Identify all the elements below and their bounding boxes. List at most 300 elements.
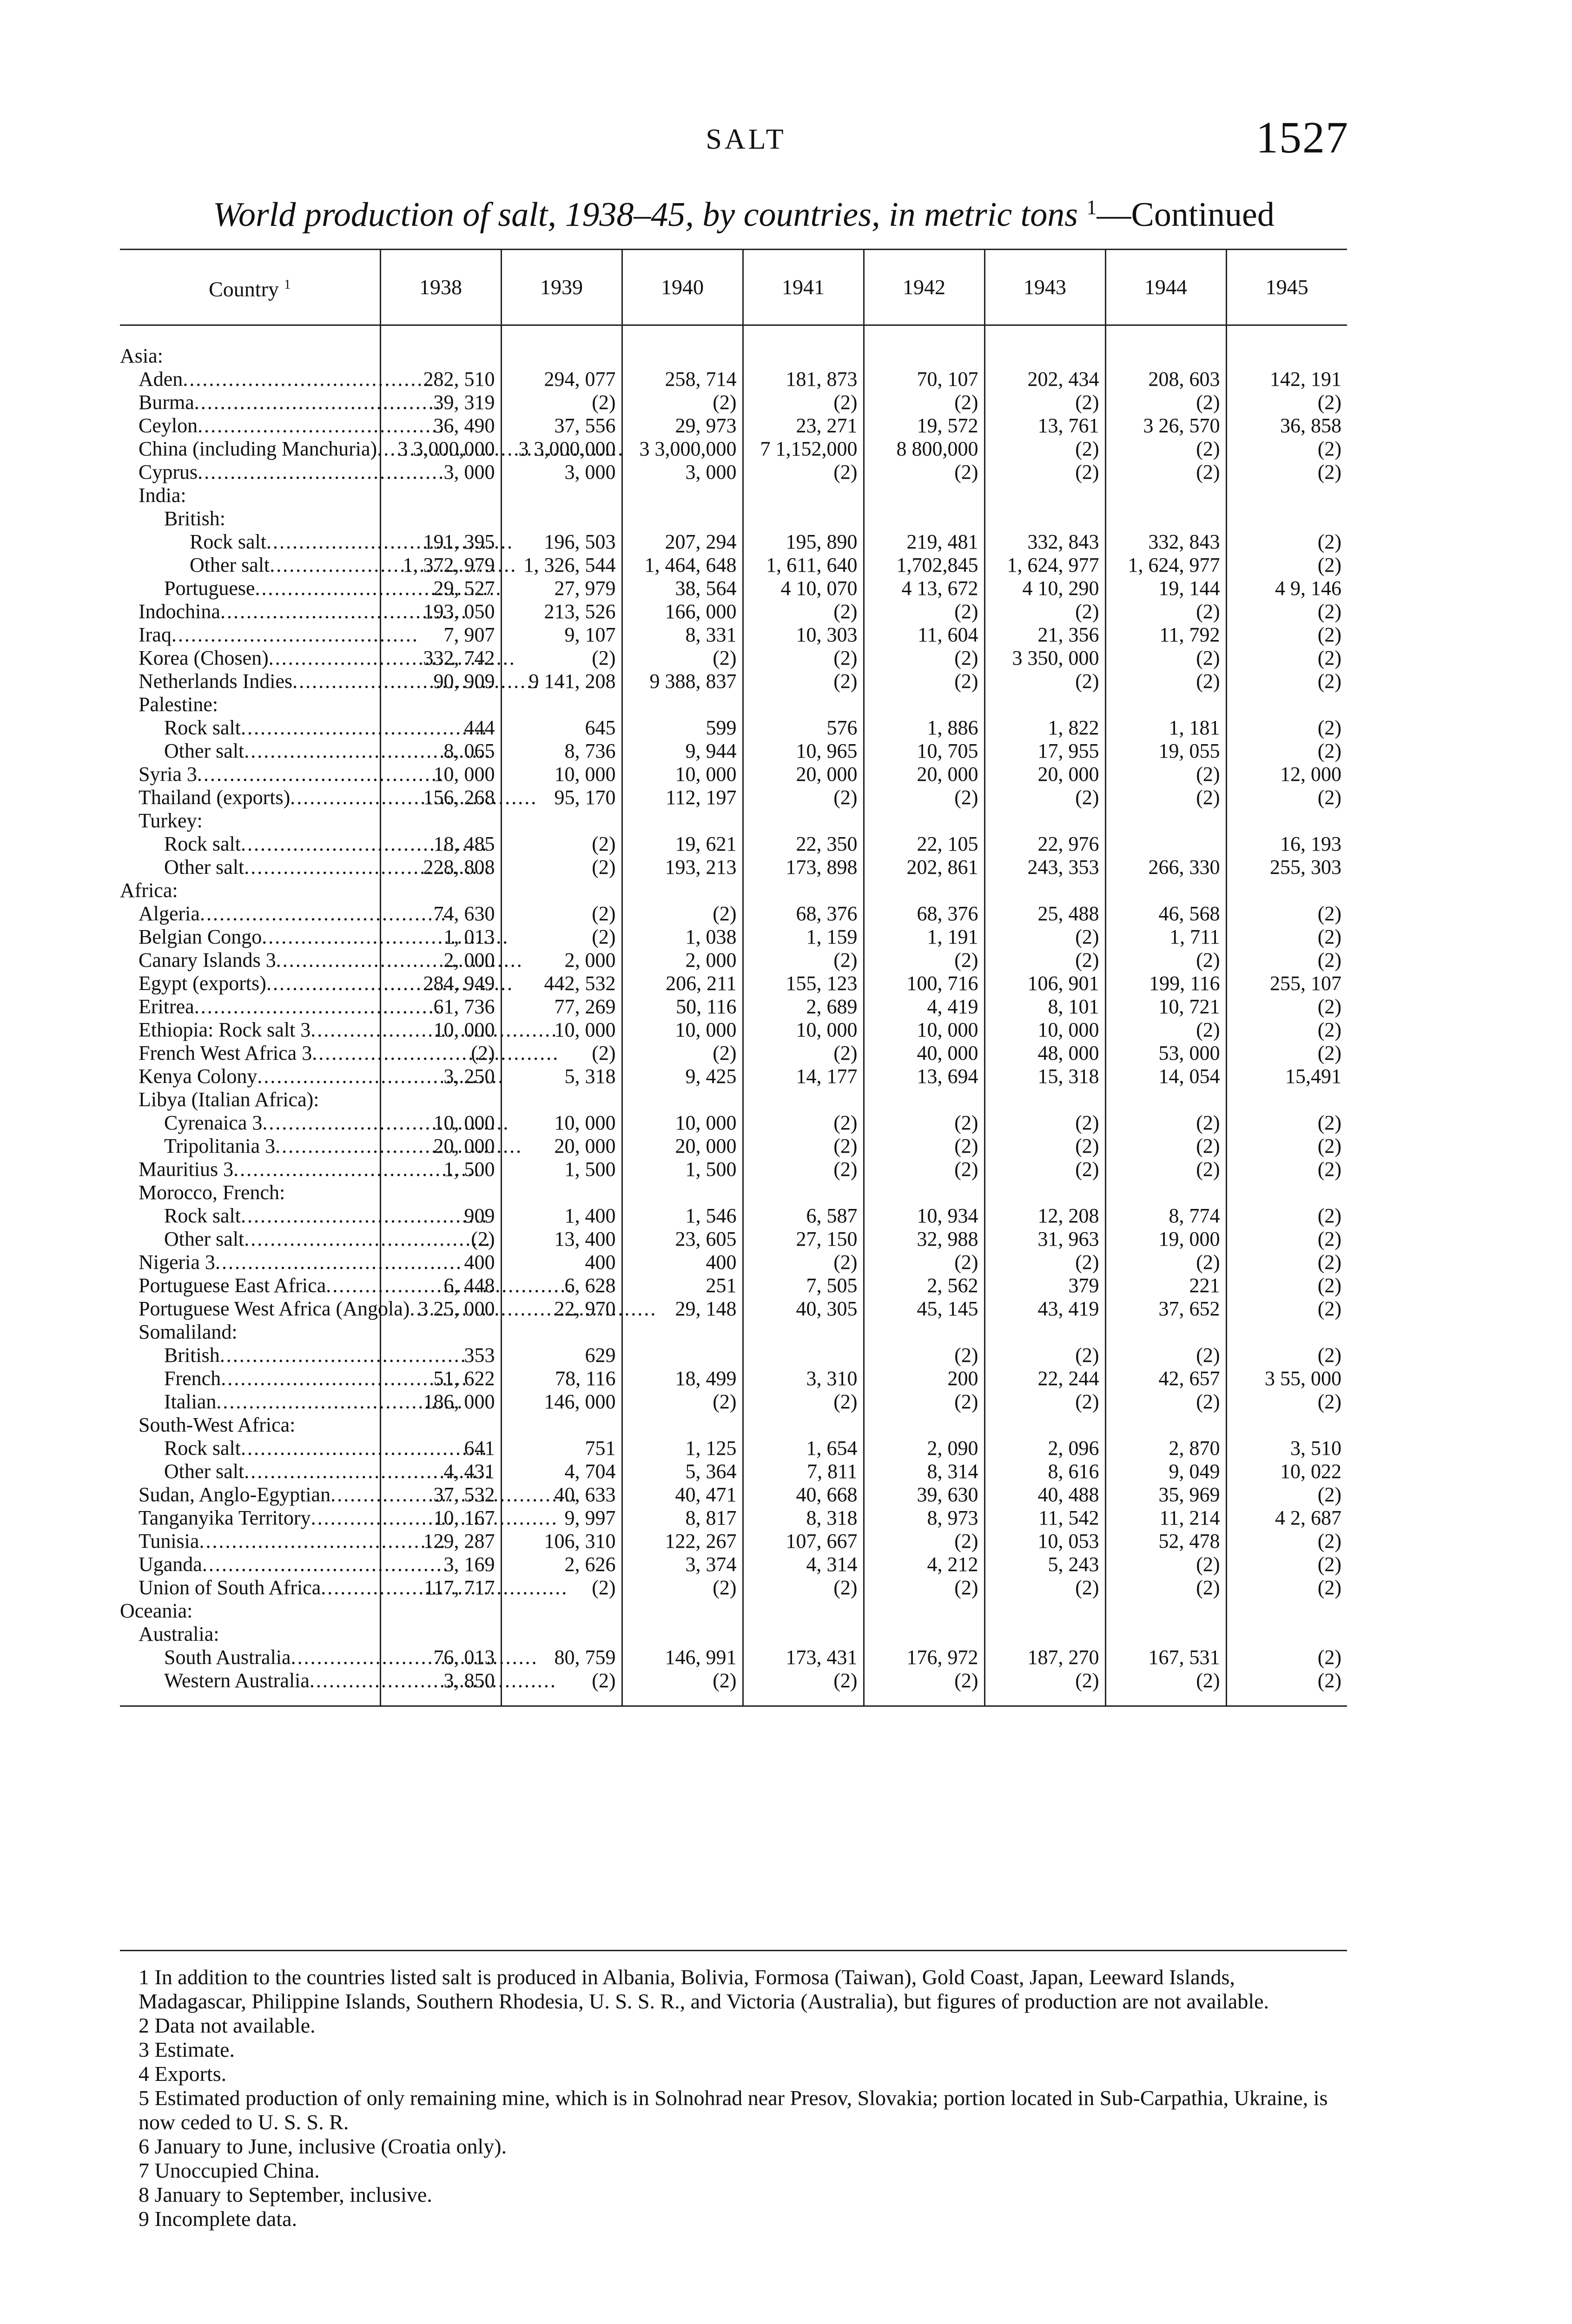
value-cell-1945: (2) bbox=[1226, 902, 1347, 925]
value-cell-1939: 645 bbox=[501, 716, 622, 739]
country-label: British ..... bbox=[164, 1344, 380, 1367]
country-label: Nigeria 3 ..... bbox=[139, 1251, 380, 1274]
value-cell-1945: (2) bbox=[1226, 391, 1347, 414]
value-cell-1939: 213, 526 bbox=[501, 600, 622, 623]
country-cell bbox=[120, 902, 380, 925]
value-cell-1944: (2) bbox=[1105, 647, 1226, 670]
value-cell-1941: 2, 689 bbox=[743, 995, 864, 1018]
value-cell-1938 bbox=[380, 1181, 501, 1204]
country-cell bbox=[120, 1646, 380, 1669]
value-cell-1944 bbox=[1105, 832, 1226, 856]
value-cell-1943: 8, 616 bbox=[984, 1460, 1105, 1483]
table-row bbox=[120, 1623, 1347, 1646]
country-cell bbox=[120, 1042, 380, 1065]
value-cell-1945: (2) bbox=[1226, 647, 1347, 670]
value-cell-1939: (2) bbox=[501, 902, 622, 925]
value-cell-1939: 4, 704 bbox=[501, 1460, 622, 1483]
table-row bbox=[120, 1158, 1347, 1181]
value-cell-1942: 45, 145 bbox=[864, 1297, 984, 1320]
value-cell-1945: (2) bbox=[1226, 623, 1347, 647]
value-cell-1944: 3 26, 570 bbox=[1105, 414, 1226, 437]
country-cell bbox=[120, 577, 380, 600]
value-cell-1940: (2) bbox=[622, 1390, 743, 1413]
value-cell-1940 bbox=[622, 1623, 743, 1646]
country-cell bbox=[120, 739, 380, 763]
value-cell-1943: (2) bbox=[984, 786, 1105, 809]
value-cell-1938 bbox=[380, 1413, 501, 1437]
value-cell-1938: 228, 808 bbox=[380, 856, 501, 879]
country-label: Kenya Colony ..... bbox=[139, 1065, 380, 1088]
value-cell-1941: 195, 890 bbox=[743, 530, 864, 554]
value-cell-1943: 43, 419 bbox=[984, 1297, 1105, 1320]
value-cell-1942: 8 800,000 bbox=[864, 437, 984, 461]
value-cell-1942: (2) bbox=[864, 1344, 984, 1367]
country-cell bbox=[120, 1367, 380, 1390]
value-cell-1942: 19, 572 bbox=[864, 414, 984, 437]
value-cell-1940: 38, 564 bbox=[622, 577, 743, 600]
country-label: Egypt (exports) ..... bbox=[139, 972, 380, 995]
value-cell-1940: (2) bbox=[622, 391, 743, 414]
value-cell-1939: (2) bbox=[501, 1669, 622, 1706]
table-row bbox=[120, 507, 1347, 530]
value-cell-1938: 8, 065 bbox=[380, 739, 501, 763]
value-cell-1945: (2) bbox=[1226, 461, 1347, 484]
country-label: Belgian Congo ..... bbox=[139, 925, 380, 949]
value-cell-1943: (2) bbox=[984, 1158, 1105, 1181]
value-cell-1939: 3 3,000,000 bbox=[501, 437, 622, 461]
table-row bbox=[120, 693, 1347, 716]
country-label: Tunisia ..... bbox=[139, 1530, 380, 1553]
value-cell-1942: 100, 716 bbox=[864, 972, 984, 995]
table-row bbox=[120, 1646, 1347, 1669]
value-cell-1945 bbox=[1226, 1623, 1347, 1646]
table-row bbox=[120, 554, 1347, 577]
country-label: French ..... bbox=[164, 1367, 380, 1390]
value-cell-1938: 353 bbox=[380, 1344, 501, 1367]
value-cell-1943: (2) bbox=[984, 670, 1105, 693]
value-cell-1943: (2) bbox=[984, 600, 1105, 623]
value-cell-1943 bbox=[984, 484, 1105, 507]
value-cell-1938: 909 bbox=[380, 1204, 501, 1228]
value-cell-1943: 22, 976 bbox=[984, 832, 1105, 856]
value-cell-1940: 3, 374 bbox=[622, 1553, 743, 1576]
value-cell-1939: (2) bbox=[501, 1042, 622, 1065]
value-cell-1944: (2) bbox=[1105, 391, 1226, 414]
value-cell-1940: 19, 621 bbox=[622, 832, 743, 856]
value-cell-1939: (2) bbox=[501, 925, 622, 949]
value-cell-1945 bbox=[1226, 484, 1347, 507]
value-cell-1941: (2) bbox=[743, 1251, 864, 1274]
value-cell-1939: 751 bbox=[501, 1437, 622, 1460]
column-header-1944: 1944 bbox=[1105, 250, 1226, 325]
value-cell-1944: (2) bbox=[1105, 1135, 1226, 1158]
value-cell-1940: 251 bbox=[622, 1274, 743, 1297]
value-cell-1938 bbox=[380, 484, 501, 507]
value-cell-1945: (2) bbox=[1226, 1390, 1347, 1413]
footnote: 6 January to June, inclusive (Croatia only). bbox=[139, 2134, 507, 2158]
value-cell-1940: (2) bbox=[622, 647, 743, 670]
value-cell-1942: 68, 376 bbox=[864, 902, 984, 925]
value-cell-1940 bbox=[622, 693, 743, 716]
value-cell-1943 bbox=[984, 1088, 1105, 1111]
country-label: South-West Africa: bbox=[139, 1413, 296, 1436]
country-cell bbox=[120, 832, 380, 856]
value-cell-1943: 3 350, 000 bbox=[984, 647, 1105, 670]
value-cell-1941: 10, 303 bbox=[743, 623, 864, 647]
country-label: Asia: bbox=[120, 344, 163, 367]
value-cell-1942: 202, 861 bbox=[864, 856, 984, 879]
value-cell-1943: (2) bbox=[984, 1135, 1105, 1158]
value-cell-1938: 129, 287 bbox=[380, 1530, 501, 1553]
table-row bbox=[120, 949, 1347, 972]
value-cell-1944: 208, 603 bbox=[1105, 368, 1226, 391]
table-row bbox=[120, 1204, 1347, 1228]
value-cell-1938: 444 bbox=[380, 716, 501, 739]
value-cell-1940: (2) bbox=[622, 902, 743, 925]
country-label: Iraq ..... bbox=[139, 623, 380, 647]
country-label: Australia: bbox=[139, 1623, 219, 1645]
value-cell-1943: (2) bbox=[984, 1390, 1105, 1413]
value-cell-1943: (2) bbox=[984, 1669, 1105, 1706]
value-cell-1938: 332, 742 bbox=[380, 647, 501, 670]
value-cell-1941: (2) bbox=[743, 461, 864, 484]
value-cell-1941: 40, 668 bbox=[743, 1483, 864, 1506]
column-header-1941: 1941 bbox=[743, 250, 864, 325]
country-cell bbox=[120, 1204, 380, 1228]
value-cell-1938: 3, 850 bbox=[380, 1669, 501, 1706]
footnote: 8 January to September, inclusive. bbox=[139, 2183, 432, 2206]
table-row bbox=[120, 391, 1347, 414]
value-cell-1945: (2) bbox=[1226, 716, 1347, 739]
value-cell-1939: 9, 107 bbox=[501, 623, 622, 647]
value-cell-1939 bbox=[501, 507, 622, 530]
value-cell-1941: (2) bbox=[743, 949, 864, 972]
country-cell bbox=[120, 1483, 380, 1506]
value-cell-1942: (2) bbox=[864, 1576, 984, 1599]
value-cell-1938: 3, 169 bbox=[380, 1553, 501, 1576]
value-cell-1940: 8, 817 bbox=[622, 1506, 743, 1530]
value-cell-1943: 8, 101 bbox=[984, 995, 1105, 1018]
caption-suffix: —Continued bbox=[1096, 196, 1275, 234]
value-cell-1945: 3, 510 bbox=[1226, 1437, 1347, 1460]
value-cell-1938: 3, 250 bbox=[380, 1065, 501, 1088]
table-row bbox=[120, 716, 1347, 739]
value-cell-1944: 332, 843 bbox=[1105, 530, 1226, 554]
value-cell-1940: 1, 500 bbox=[622, 1158, 743, 1181]
value-cell-1939: 629 bbox=[501, 1344, 622, 1367]
country-label: Somaliland: bbox=[139, 1320, 238, 1343]
value-cell-1944: (2) bbox=[1105, 1390, 1226, 1413]
value-cell-1940: 258, 714 bbox=[622, 368, 743, 391]
value-cell-1942: 2, 562 bbox=[864, 1274, 984, 1297]
value-cell-1945: (2) bbox=[1226, 1646, 1347, 1669]
country-cell bbox=[120, 995, 380, 1018]
country-label: Turkey: bbox=[139, 809, 203, 832]
value-cell-1941: 4, 314 bbox=[743, 1553, 864, 1576]
value-cell-1943: 21, 356 bbox=[984, 623, 1105, 647]
table-row bbox=[120, 1181, 1347, 1204]
country-cell bbox=[120, 1320, 380, 1344]
value-cell-1939: 1, 326, 544 bbox=[501, 554, 622, 577]
value-cell-1940: 10, 000 bbox=[622, 1111, 743, 1135]
value-cell-1940 bbox=[622, 507, 743, 530]
value-cell-1945: 142, 191 bbox=[1226, 368, 1347, 391]
table-row bbox=[120, 1483, 1347, 1506]
value-cell-1941: 7 1,152,000 bbox=[743, 437, 864, 461]
value-cell-1944: 52, 478 bbox=[1105, 1530, 1226, 1553]
value-cell-1945 bbox=[1226, 344, 1347, 368]
value-cell-1941: (2) bbox=[743, 786, 864, 809]
value-cell-1941 bbox=[743, 344, 864, 368]
value-cell-1938: 18, 485 bbox=[380, 832, 501, 856]
value-cell-1942: 4, 212 bbox=[864, 1553, 984, 1576]
value-cell-1942: (2) bbox=[864, 1135, 984, 1158]
value-cell-1939 bbox=[501, 1088, 622, 1111]
value-cell-1944: (2) bbox=[1105, 1344, 1226, 1367]
value-cell-1944: 37, 652 bbox=[1105, 1297, 1226, 1320]
value-cell-1938 bbox=[380, 344, 501, 368]
value-cell-1941: 10, 000 bbox=[743, 1018, 864, 1042]
value-cell-1943: (2) bbox=[984, 1576, 1105, 1599]
value-cell-1938: 117, 717 bbox=[380, 1576, 501, 1599]
country-label: Canary Islands 3 ..... bbox=[139, 949, 380, 972]
value-cell-1944: (2) bbox=[1105, 1576, 1226, 1599]
value-cell-1939: 13, 400 bbox=[501, 1228, 622, 1251]
value-cell-1942: (2) bbox=[864, 600, 984, 623]
value-cell-1944: 9, 049 bbox=[1105, 1460, 1226, 1483]
country-label: Eritrea ..... bbox=[139, 995, 380, 1018]
value-cell-1941: (2) bbox=[743, 1390, 864, 1413]
value-cell-1941 bbox=[743, 693, 864, 716]
country-cell bbox=[120, 647, 380, 670]
value-cell-1940: (2) bbox=[622, 1576, 743, 1599]
country-cell bbox=[120, 437, 380, 461]
value-cell-1943: (2) bbox=[984, 437, 1105, 461]
table-row bbox=[120, 1599, 1347, 1623]
value-cell-1943: 48, 000 bbox=[984, 1042, 1105, 1065]
value-cell-1938: 3, 000 bbox=[380, 461, 501, 484]
value-cell-1945 bbox=[1226, 693, 1347, 716]
value-cell-1939: 37, 556 bbox=[501, 414, 622, 437]
value-cell-1942 bbox=[864, 809, 984, 832]
country-label: Mauritius 3 ..... bbox=[139, 1158, 380, 1181]
value-cell-1938 bbox=[380, 1088, 501, 1111]
value-cell-1943: (2) bbox=[984, 1111, 1105, 1135]
country-cell bbox=[120, 972, 380, 995]
value-cell-1938: 61, 736 bbox=[380, 995, 501, 1018]
value-cell-1939: 2, 626 bbox=[501, 1553, 622, 1576]
table-row bbox=[120, 995, 1347, 1018]
value-cell-1938: (2) bbox=[380, 1042, 501, 1065]
value-cell-1945: (2) bbox=[1226, 1158, 1347, 1181]
value-cell-1938: 37, 532 bbox=[380, 1483, 501, 1506]
value-cell-1939: 1, 500 bbox=[501, 1158, 622, 1181]
value-cell-1943: 17, 955 bbox=[984, 739, 1105, 763]
value-cell-1938: 400 bbox=[380, 1251, 501, 1274]
value-cell-1943: 15, 318 bbox=[984, 1065, 1105, 1088]
value-cell-1940 bbox=[622, 484, 743, 507]
value-cell-1942: 1, 191 bbox=[864, 925, 984, 949]
value-cell-1942: (2) bbox=[864, 391, 984, 414]
value-cell-1942: (2) bbox=[864, 1158, 984, 1181]
value-cell-1940 bbox=[622, 1344, 743, 1367]
value-cell-1942 bbox=[864, 507, 984, 530]
value-cell-1944: (2) bbox=[1105, 786, 1226, 809]
value-cell-1940: 10, 000 bbox=[622, 763, 743, 786]
value-cell-1940: 20, 000 bbox=[622, 1135, 743, 1158]
value-cell-1945: (2) bbox=[1226, 786, 1347, 809]
value-cell-1939 bbox=[501, 1623, 622, 1646]
value-cell-1942 bbox=[864, 1181, 984, 1204]
value-cell-1940: 146, 991 bbox=[622, 1646, 743, 1669]
value-cell-1939: 1, 400 bbox=[501, 1204, 622, 1228]
value-cell-1943: (2) bbox=[984, 461, 1105, 484]
value-cell-1940 bbox=[622, 1320, 743, 1344]
value-cell-1940 bbox=[622, 1088, 743, 1111]
value-cell-1938: (2) bbox=[380, 1228, 501, 1251]
value-cell-1945: 3 55, 000 bbox=[1226, 1367, 1347, 1390]
table-row bbox=[120, 972, 1347, 995]
value-cell-1941: 20, 000 bbox=[743, 763, 864, 786]
country-label: Palestine: bbox=[139, 693, 218, 716]
value-cell-1941: 576 bbox=[743, 716, 864, 739]
value-cell-1939: 294, 077 bbox=[501, 368, 622, 391]
footnote: 2 Data not available. bbox=[139, 2014, 316, 2037]
value-cell-1941 bbox=[743, 484, 864, 507]
value-cell-1944 bbox=[1105, 1623, 1226, 1646]
value-cell-1940: 122, 267 bbox=[622, 1530, 743, 1553]
value-cell-1942: 10, 705 bbox=[864, 739, 984, 763]
column-header-1942: 1942 bbox=[864, 250, 984, 325]
value-cell-1941: 7, 505 bbox=[743, 1274, 864, 1297]
value-cell-1940: 40, 471 bbox=[622, 1483, 743, 1506]
value-cell-1940: 18, 499 bbox=[622, 1367, 743, 1390]
value-cell-1942: 13, 694 bbox=[864, 1065, 984, 1088]
country-label: Africa: bbox=[120, 879, 178, 902]
country-label: Sudan, Anglo-Egyptian ..... bbox=[139, 1483, 380, 1506]
value-cell-1941: 22, 350 bbox=[743, 832, 864, 856]
table-row bbox=[120, 1297, 1347, 1320]
value-cell-1941: (2) bbox=[743, 1042, 864, 1065]
value-cell-1938: 191, 395 bbox=[380, 530, 501, 554]
value-cell-1945: (2) bbox=[1226, 437, 1347, 461]
value-cell-1943: 12, 208 bbox=[984, 1204, 1105, 1228]
value-cell-1942: 32, 988 bbox=[864, 1228, 984, 1251]
country-cell bbox=[120, 786, 380, 809]
value-cell-1942: 176, 972 bbox=[864, 1646, 984, 1669]
table-row bbox=[120, 344, 1347, 368]
value-cell-1940: 3 3,000,000 bbox=[622, 437, 743, 461]
value-cell-1938: 10, 000 bbox=[380, 763, 501, 786]
value-cell-1941: (2) bbox=[743, 1111, 864, 1135]
country-label: Union of South Africa ..... bbox=[139, 1576, 380, 1599]
value-cell-1945: (2) bbox=[1226, 995, 1347, 1018]
country-cell bbox=[120, 414, 380, 437]
value-cell-1943: 40, 488 bbox=[984, 1483, 1105, 1506]
value-cell-1943: 1, 624, 977 bbox=[984, 554, 1105, 577]
country-cell bbox=[120, 1065, 380, 1088]
value-cell-1940 bbox=[622, 809, 743, 832]
country-cell bbox=[120, 1460, 380, 1483]
value-cell-1945: (2) bbox=[1226, 1344, 1347, 1367]
value-cell-1944 bbox=[1105, 879, 1226, 902]
value-cell-1943: 243, 353 bbox=[984, 856, 1105, 879]
value-cell-1943: (2) bbox=[984, 1344, 1105, 1367]
table-row bbox=[120, 1530, 1347, 1553]
value-cell-1941: 27, 150 bbox=[743, 1228, 864, 1251]
value-cell-1945: 255, 303 bbox=[1226, 856, 1347, 879]
value-cell-1938 bbox=[380, 879, 501, 902]
table-row bbox=[120, 1390, 1347, 1413]
country-cell bbox=[120, 1018, 380, 1042]
value-cell-1938: 7, 907 bbox=[380, 623, 501, 647]
country-cell bbox=[120, 856, 380, 879]
footnote: 3 Estimate. bbox=[139, 2038, 235, 2061]
country-label: Other salt ..... bbox=[164, 1460, 380, 1483]
table-row bbox=[120, 577, 1347, 600]
table-row bbox=[120, 856, 1347, 879]
country-cell bbox=[120, 763, 380, 786]
value-cell-1939: (2) bbox=[501, 647, 622, 670]
value-cell-1942 bbox=[864, 1413, 984, 1437]
country-cell bbox=[120, 554, 380, 577]
value-cell-1939: 27, 979 bbox=[501, 577, 622, 600]
table-row bbox=[120, 623, 1347, 647]
running-head bbox=[0, 0, 1572, 186]
value-cell-1940: 3, 000 bbox=[622, 461, 743, 484]
country-label: Portuguese West Africa (Angola) ..... bbox=[139, 1297, 380, 1320]
value-cell-1939: 40, 633 bbox=[501, 1483, 622, 1506]
value-cell-1944: 2, 870 bbox=[1105, 1437, 1226, 1460]
value-cell-1945: 255, 107 bbox=[1226, 972, 1347, 995]
country-label: India: bbox=[139, 484, 186, 507]
salt-production-table bbox=[120, 249, 1347, 1707]
value-cell-1939 bbox=[501, 1599, 622, 1623]
value-cell-1941: (2) bbox=[743, 670, 864, 693]
country-cell bbox=[120, 484, 380, 507]
table-row bbox=[120, 1274, 1347, 1297]
table-row bbox=[120, 786, 1347, 809]
value-cell-1942: 20, 000 bbox=[864, 763, 984, 786]
value-cell-1938: 282, 510 bbox=[380, 368, 501, 391]
value-cell-1939 bbox=[501, 1320, 622, 1344]
country-cell bbox=[120, 1181, 380, 1204]
value-cell-1939: (2) bbox=[501, 1576, 622, 1599]
value-cell-1941 bbox=[743, 1344, 864, 1367]
table-row bbox=[120, 1135, 1347, 1158]
value-cell-1943: 10, 053 bbox=[984, 1530, 1105, 1553]
value-cell-1943 bbox=[984, 879, 1105, 902]
footnotes bbox=[120, 1950, 1347, 2231]
value-cell-1938 bbox=[380, 1623, 501, 1646]
value-cell-1940: 207, 294 bbox=[622, 530, 743, 554]
value-cell-1941 bbox=[743, 1181, 864, 1204]
value-cell-1944: 19, 144 bbox=[1105, 577, 1226, 600]
value-cell-1944 bbox=[1105, 484, 1226, 507]
value-cell-1944 bbox=[1105, 1599, 1226, 1623]
value-cell-1940 bbox=[622, 1413, 743, 1437]
value-cell-1942: 219, 481 bbox=[864, 530, 984, 554]
country-label: Indochina ..... bbox=[139, 600, 380, 623]
value-cell-1945 bbox=[1226, 879, 1347, 902]
country-label: Morocco, French: bbox=[139, 1181, 285, 1204]
value-cell-1944: (2) bbox=[1105, 600, 1226, 623]
value-cell-1941: 23, 271 bbox=[743, 414, 864, 437]
running-title: SALT bbox=[706, 124, 786, 155]
value-cell-1942 bbox=[864, 484, 984, 507]
table-row bbox=[120, 1065, 1347, 1088]
value-cell-1941: (2) bbox=[743, 647, 864, 670]
